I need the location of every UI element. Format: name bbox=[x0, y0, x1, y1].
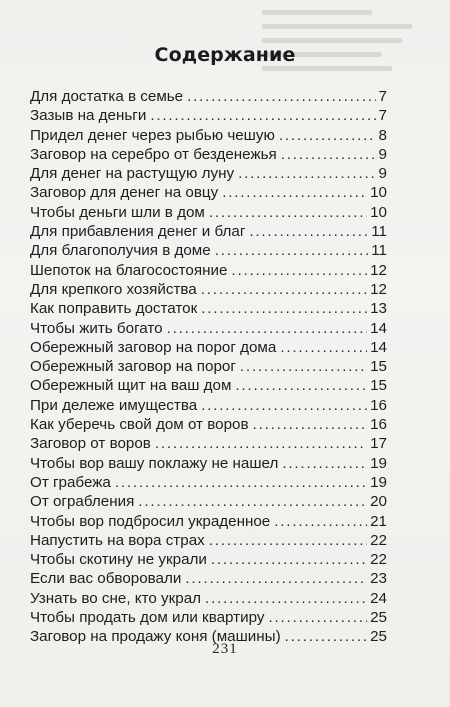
toc-entry bbox=[30, 455, 387, 474]
toc-entry-page: 17 bbox=[370, 435, 387, 453]
dot-leader bbox=[205, 590, 367, 607]
page-number: 231 bbox=[212, 641, 238, 657]
toc-entry bbox=[30, 204, 387, 223]
toc-entry bbox=[30, 88, 387, 107]
dot-leader bbox=[115, 474, 367, 491]
toc-entry bbox=[30, 416, 387, 435]
toc-entry-page: 20 bbox=[370, 493, 387, 511]
dot-leader bbox=[155, 435, 367, 452]
toc-entry-page: 14 bbox=[370, 319, 387, 337]
dot-leader bbox=[268, 609, 367, 626]
toc-entry-page: 7 bbox=[378, 107, 387, 125]
dot-leader bbox=[201, 397, 367, 414]
toc-entry bbox=[30, 513, 387, 532]
toc-entry-page: 25 bbox=[370, 609, 387, 627]
dot-leader bbox=[138, 493, 367, 510]
dot-leader bbox=[201, 281, 367, 298]
dot-leader bbox=[150, 107, 375, 124]
dot-leader bbox=[231, 262, 367, 279]
dot-leader bbox=[281, 146, 376, 163]
toc-entry bbox=[30, 262, 387, 281]
dot-leader bbox=[280, 339, 367, 356]
dot-leader bbox=[240, 358, 367, 375]
toc-entry-title: Заговор на серебро от безденежья bbox=[30, 145, 277, 163]
toc-entry-title: Чтобы вор вашу поклажу не нашел bbox=[30, 454, 279, 472]
toc-entry-title: Придел денег через рыбью чешую bbox=[30, 126, 275, 144]
toc-entry bbox=[30, 435, 387, 454]
toc-entry-title: Обережный заговор на порог bbox=[30, 358, 236, 376]
table-of-contents bbox=[30, 88, 387, 648]
toc-entry-page: 22 bbox=[370, 531, 387, 549]
toc-entry-title: Чтобы жить богато bbox=[30, 319, 163, 337]
toc-entry-page: 11 bbox=[371, 223, 387, 241]
toc-entry bbox=[30, 107, 387, 126]
toc-entry-title: Для крепкого хозяйства bbox=[30, 280, 197, 298]
toc-entry-page: 19 bbox=[370, 454, 387, 472]
toc-entry-title: Для денег на растущую луну bbox=[30, 165, 235, 183]
toc-entry-title: Как поправить достаток bbox=[30, 300, 198, 318]
toc-entry bbox=[30, 551, 387, 570]
toc-entry-title: Шепоток на благосостояние bbox=[30, 261, 228, 279]
toc-entry-title: Чтобы продать дом или квартиру bbox=[30, 609, 265, 627]
toc-entry bbox=[30, 493, 387, 512]
toc-entry-title: Заговор на продажу коня (машины) bbox=[30, 628, 281, 646]
toc-entry-title: Напустить на вора страх bbox=[30, 531, 205, 549]
toc-entry-page: 16 bbox=[370, 416, 387, 434]
toc-entry-title: Чтобы деньги шли в дом bbox=[30, 203, 205, 221]
dot-leader bbox=[185, 570, 367, 587]
toc-entry-page: 25 bbox=[370, 628, 387, 646]
toc-entry-page: 10 bbox=[370, 184, 387, 202]
toc-entry-page: 9 bbox=[378, 165, 387, 183]
dot-leader bbox=[249, 223, 368, 240]
toc-entry bbox=[30, 339, 387, 358]
toc-entry bbox=[30, 320, 387, 339]
toc-entry-page: 12 bbox=[370, 261, 387, 279]
toc-entry-page: 16 bbox=[370, 396, 387, 414]
toc-entry-title: Узнать во сне, кто украл bbox=[30, 589, 202, 607]
toc-entry-title: Для достатка в семье bbox=[30, 88, 184, 105]
toc-entry bbox=[30, 127, 387, 146]
dot-leader bbox=[253, 416, 368, 433]
toc-entry bbox=[30, 590, 387, 609]
toc-entry bbox=[30, 242, 387, 261]
toc-entry-title: Заговор от воров bbox=[30, 435, 151, 453]
page-title: Содержание bbox=[154, 44, 296, 66]
toc-entry bbox=[30, 570, 387, 589]
toc-entry bbox=[30, 474, 387, 493]
toc-entry-title: При дележе имущества bbox=[30, 396, 198, 414]
dot-leader bbox=[238, 165, 375, 182]
toc-entry-title: Заговор для денег на овцу bbox=[30, 184, 219, 202]
toc-entry bbox=[30, 377, 387, 396]
toc-entry-title: От грабежа bbox=[30, 473, 111, 491]
toc-entry-title: От ограбления bbox=[30, 493, 135, 511]
dot-leader bbox=[279, 127, 376, 144]
dot-leader bbox=[235, 377, 367, 394]
toc-entry bbox=[30, 165, 387, 184]
toc-entry-page: 23 bbox=[370, 570, 387, 588]
dot-leader bbox=[201, 300, 367, 317]
toc-entry-page: 10 bbox=[370, 203, 387, 221]
toc-entry bbox=[30, 184, 387, 203]
toc-entry-page: 13 bbox=[370, 300, 387, 318]
toc-entry-title: Как уберечь свой дом от воров bbox=[30, 416, 249, 434]
toc-entry-page: 22 bbox=[370, 551, 387, 569]
toc-entry bbox=[30, 532, 387, 551]
toc-entry-page: 14 bbox=[370, 338, 387, 356]
toc-entry-title: Обережный заговор на порог дома bbox=[30, 338, 277, 356]
toc-entry-page: 8 bbox=[378, 126, 387, 144]
toc-entry-title: Чтобы скотину не украли bbox=[30, 551, 207, 569]
dot-leader bbox=[215, 242, 369, 259]
toc-entry bbox=[30, 281, 387, 300]
toc-entry bbox=[30, 300, 387, 319]
toc-entry bbox=[30, 609, 387, 628]
toc-entry-page: 11 bbox=[371, 242, 387, 260]
toc-entry-title: Зазыв на деньги bbox=[30, 107, 147, 125]
dot-leader bbox=[211, 551, 367, 568]
toc-entry bbox=[30, 223, 387, 242]
toc-entry-title: Если вас обворовали bbox=[30, 570, 182, 588]
toc-entry-page: 15 bbox=[370, 377, 387, 395]
toc-entry-title: Обережный щит на ваш дом bbox=[30, 377, 232, 395]
dot-leader bbox=[274, 513, 367, 530]
toc-entry bbox=[30, 146, 387, 165]
toc-entry-title: Чтобы вор подбросил украденное bbox=[30, 512, 271, 530]
toc-entry-page: 21 bbox=[370, 512, 387, 530]
dot-leader bbox=[209, 204, 367, 221]
dot-leader bbox=[209, 532, 367, 549]
dot-leader bbox=[222, 184, 367, 201]
dot-leader bbox=[187, 88, 375, 105]
dot-leader bbox=[167, 320, 367, 337]
toc-entry-page: 12 bbox=[370, 280, 387, 298]
toc-entry-page: 7 bbox=[378, 88, 387, 105]
toc-entry-page: 15 bbox=[370, 358, 387, 376]
toc-entry-title: Для благополучия в доме bbox=[30, 242, 211, 260]
toc-entry-page: 24 bbox=[370, 589, 387, 607]
toc-entry-page: 9 bbox=[378, 145, 387, 163]
toc-entry-title: Для прибавления денег и благ bbox=[30, 223, 246, 241]
dot-leader bbox=[282, 455, 367, 472]
toc-entry bbox=[30, 358, 387, 377]
toc-entry-page: 19 bbox=[370, 473, 387, 491]
toc-entry bbox=[30, 397, 387, 416]
